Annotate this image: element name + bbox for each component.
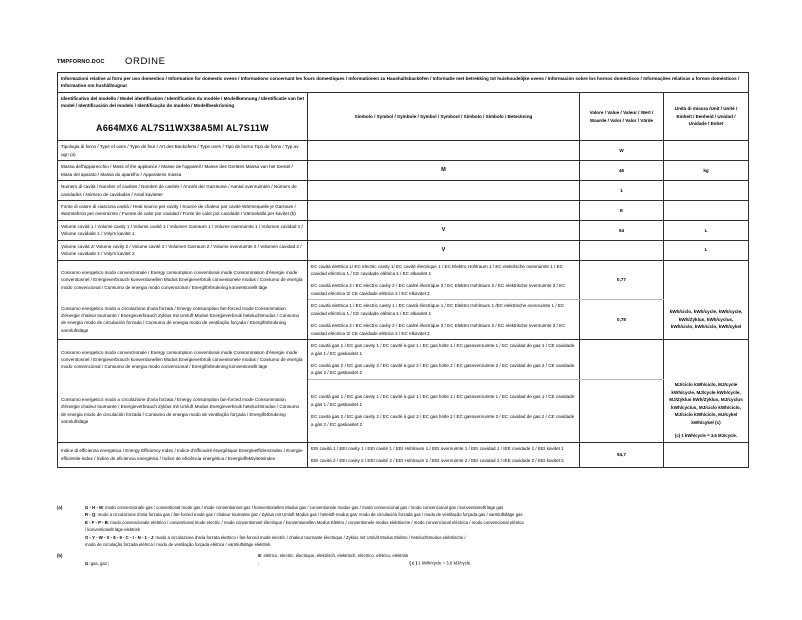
model-identification-value: A664MX6 AL7S11WX38A5MI AL7S11W: [96, 122, 269, 133]
row-value: E: [580, 200, 664, 220]
row-symbol-line: EC cavità gas 1 / EC gas cavity 1 / EC cavité à gaz 1 / EC gas holte 1 / EC gasovenruimte 1 / EC cavidad de gas 1 / CE cavidade a gás 1 / EC gaskavitet 1: [311, 343, 575, 356]
row-unit: L: [664, 220, 749, 240]
row-value: W: [580, 141, 664, 161]
footnote-c: [409, 561, 471, 566]
row-symbol-line: EC cavità elettrica 1 / EC electric cavity 1 / EC cavità électrique 1 / EC Elektro Hohlraum 1 /EC elektrische ovenruimte 1 / EC cavidad eléctrica 1 / CE cavidade elétrica 1 / EC elkavitet 1: [311, 303, 565, 316]
footnote-a-line-2: [85, 511, 757, 518]
footnote-c-text: 1 kWh/cycle = 3,6 MJ/cycle.: [418, 560, 472, 566]
footnote-b-electric-text: : elétrico, electric, électrique, elektrisch, elektrisch, eléctrico, elétrico, elektrisk ;: [258, 553, 409, 566]
footnote-a-line-3: [85, 519, 757, 526]
table-row: [58, 442, 749, 467]
table-row: [58, 340, 749, 380]
unit-column-header: Unità di misura /Unit / Unité / Einheit / Eenheid / Unidad / Unidade / Enhet: [664, 92, 749, 140]
row-symbol: [308, 442, 580, 467]
row-symbol-line: EEI cavità 2 / EEI cavity 2 / EEI cavité 2 / EEI Hohlraum 2 / EEI ovenruimte 2 / EEI cavidad 2 / IEE cavidade 2 / EEI kavitet 2: [311, 458, 564, 464]
model-identification-label: Identificativo del modello / Model identification / Identification du modèle / Modellkennung / Identificatie van het model / Identificación del modelo / Identificação do modelo / Modellbeskrivning: [61, 95, 304, 109]
table-row: [58, 379, 749, 442]
row-symbol: [308, 200, 580, 220]
value-column-header: Valore / Value / Valeur / Wert / Waarde / Valor / Valor / Värde: [580, 92, 664, 140]
row-symbol: [308, 181, 580, 201]
table-banner-text: Informazioni relative ai forni per uso domestico / Information for domestic ovens / Informations concernant les fours domestiques / Informationen zu Haushaltsbacköfen / Informatie met betrekking tot huishoudelijke ovens / Información sobre los hornos domésticos / Informações relativas a fornos domésticos / Information om hushållsugnar: [58, 73, 749, 93]
table-row: [58, 161, 749, 181]
row-value: 46: [580, 161, 664, 181]
document-file-code: TMPFORNO.DOC: [57, 59, 105, 65]
footnote-a-key: (a): [57, 505, 63, 510]
row-description: Consumo energetico modo convenzionale / Energy consumption conventional mode Consommation d'énergie mode conventionnel / Energieverbrauch konventionellen Modus Energieverbruik conventionele modus / Consumo de energía modo convencional / Consumo de energia modo convencional / Energiförbrukning konventionellt läge: [58, 260, 308, 300]
row-value: 0,78: [580, 300, 664, 340]
row-description: Massa dell'apparecchio / Mass of the appliance / Masse de l'appareil / Masse des Gerätes Massa van het toestel / Masa del aparato / Massa do aparelho / Apparatens massa: [58, 161, 308, 181]
footnote-a-line-3-cont: / konventionellt läge elektrisk: [85, 527, 140, 533]
row-symbol-line: EC cavità gas 2 / EC gas cavity 2 / EC cavité à gaz 2 / EC gas holte 2 / EC gasovenruimte 2 / EC cavidad de gas 2 / CE cavidade a gás 2 / EC gaskavitet 2: [311, 414, 575, 427]
row-symbol-line: EC cavità elettrica 2 / EC electric cavity 2 / EC cavité électrique 2 / EC Elektro Hohlraum 2 / EC elektrische ovenruimte 2 / EC cavidad eléctrica 2/ CE cavidade elétrica 2 / EC elkavitet 2: [311, 323, 566, 336]
footnote-b-electric: [258, 552, 408, 567]
footnote-b-key: (b): [57, 553, 63, 559]
footnotes-block: [57, 504, 757, 567]
row-value: [580, 379, 664, 442]
row-symbol: V: [308, 220, 580, 240]
row-unit: [664, 200, 749, 220]
table-row: [58, 240, 749, 260]
footnote-a-code-4: O - Y - W - X - 8 - 9 - C - I - N - 1 - J: [85, 534, 154, 540]
row-description: Consumo energetico modo convenzionale / Energy consumption conventional mode Consommation d'énergie mode conventionnel / Energieverbrauch konventionellen Modus Energieverbruik conventionele modus / Consumo de energía modo convencional / Consumo de energia modo convencional / Energiförbrukning konventionellt läge: [58, 340, 308, 380]
row-description: Consumo energetico modo a circolazione d'aria forzata / Energy consumption fan-forced mode Consommation d'énergie chaleur tournante / Energieverbrauch Zyklus mit Umluft Modus Energieverbruik heteluchtmodus / Consumo de energia modo de circulación forzada / Consumo de energia modo de ventilação forçada / Energiförbrukning varmluftsläge: [58, 379, 308, 442]
row-unit: [664, 379, 749, 442]
row-value: 94,7: [580, 442, 664, 467]
row-value: 1: [580, 181, 664, 201]
row-description: Numero di cavità / Number of cavities / Nombre de cavités / Anzahl der Garräume / Aantal ovenruimten / Número de cavidades / Número de cavidades / Antal kaviteter: [58, 181, 308, 201]
row-symbol: M: [308, 161, 580, 181]
footnote-b-electric-code: E: [258, 553, 262, 559]
row-symbol-line: EEI cavità 1 / EEI cavity 1 / EEI cavité 1 / EEI Hohlraum 1 / EEI ovenruimte 1 / EEI cavidad 1 / IEE cavidade 1 / EEI kavitet 1: [311, 445, 564, 451]
footnote-a-line-5: modo de circulação forzada elétrica / modo de ventilação forçada elétrica / varmluftsläge elektrisk: [85, 541, 271, 547]
row-unit: [664, 442, 749, 467]
footnote-a-code-2: R - Q: [85, 512, 96, 518]
footnote-a-text-4: : modo a circolazione d'aria forzata elettrico / fan-forced mode electric / chaleur tournante électrique / Zyklus mit Umluft Modus Elektro / heteluchtmodus elektrische /: [153, 534, 466, 540]
row-description: Tipologia di forno / Type of oven / Type de four / Art des Backofens / Type oven / Tipo de horno Tipo de forno / Typ av ugn (a): [58, 141, 308, 161]
footnote-b-gas: [85, 560, 257, 567]
table-row: [58, 220, 749, 240]
footnote-b-gas-text: : gas, gaz ;: [88, 560, 110, 566]
footnote-b: [57, 552, 757, 567]
footnote-b-gas-code: G: [85, 560, 89, 566]
model-identification-cell: [58, 92, 308, 140]
row-unit: L: [664, 240, 749, 260]
row-value: 0,77: [580, 260, 664, 300]
row-unit: kWh/ciclo, kWh/cycle, kWh/cycle, kWh/Zyklus, kWh/cyclus, kWh/ciclo, kWh/ciclo, kWh/cykel: [664, 300, 749, 340]
row-unit: [664, 260, 749, 300]
table-row: [58, 300, 749, 340]
footnote-c-key: ( c ): [409, 560, 418, 566]
table-row: [58, 181, 749, 201]
row-unit: [664, 340, 749, 380]
row-symbol: [308, 379, 580, 442]
row-symbol: [308, 340, 580, 380]
row-description: Volume cavità 1 / Volume cavity 1 / Volume cavité 1 / Volumen Garraum 1 / Volume ovenruimte 1 / Volumen cavidad 1 / Volume cavidade 1 / Volym kavitet 1: [58, 220, 308, 240]
row-unit-footnote: (c) 1 kWh/cycle = 3,6 MJ/cycle.: [674, 432, 738, 438]
row-value: [580, 240, 664, 260]
footnote-a-text-3: : modo convenzionale elettrico / conventional mode electric / mode conventionnel électrique / konventionellen Modus Elektro / conventionele modus elektrische / modo convencional eléctrica / modo convencional elétrica: [107, 519, 524, 525]
document-title: ORDINE: [125, 56, 166, 67]
table-row: [58, 200, 749, 220]
row-value: 64: [580, 220, 664, 240]
footnote-a-text-1: : modo convenzionale gas / conventional mode gas / mode conventionnel gaz / konventionellen Modus gas / conventionele modus gas / modo convencional gas / modo convencional gas / konventionellt läge gas: [102, 505, 504, 510]
row-symbol: V: [308, 240, 580, 260]
row-description: Volume cavità 2/ Volume cavity 2 / Volume cavité 2 / Volumen Garraum 2 / Volume ovenruimte 2 / Volumen cavidad 2 / Volume cavidade 2 / Volym kavitet 2: [58, 240, 308, 260]
footnote-a: [57, 504, 757, 548]
row-symbol-line: EC cavità gas 1 / EC gas cavity 1 / EC cavité à gaz 1 / EC gas holte 1 / EC gasovenruimte 1 / EC cavidad de gas 1 / CE cavidade a gás 1 / EC gaskavitet 1: [311, 394, 575, 407]
row-description: Fonte di calore di ciascuna cavità / Heat source per cavity / Source de chaleur par cavité Wärmequelle je Garraum / Warmtebron per ovenruimte / Fuente de calor por cavidad / Fonte de calor por cavidade / Värmekälla per kavitet (b): [58, 200, 308, 220]
oven-specification-table: [57, 72, 749, 468]
table-header-row: [58, 92, 749, 140]
symbol-column-header: Simbolo / Symbol / Symbole / Symbol / Symbool / Símbolo / Símbolo / Beteckning: [308, 92, 580, 140]
row-unit: [664, 141, 749, 161]
row-value: [580, 340, 664, 380]
row-description: Consumo energetico modo a circolazione d'aria forzata / Energy consumption fan-forced mode Consommation d'énergie chaleur tournante / Energieverbrauch Zyklus mit Umluft Modus Energieverbruik heteluchtmodus / Consumo de energía modo de circulación forzada / Consumo de energia modo de ventilação forçada / Energiförbrukning varmluftsläge: [58, 300, 308, 340]
table-banner-row: [58, 73, 749, 93]
row-symbol: [308, 141, 580, 161]
footnote-a-code-1: G - H - M: [85, 505, 103, 510]
row-unit: [664, 181, 749, 201]
footnote-a-line-4: [85, 534, 757, 541]
footnote-a-text-2: : modo a circolazione d'aria forzata gas / fan-forced mode gas / chaleur tournante gaz / Zyklus mit Umluft Modus gas / heteluft-modus gas' modo de circulación forzada gas / modo de ventilação forçada gas / varmluftsläge gas: [95, 512, 523, 518]
footnote-a-line-1: [85, 504, 757, 511]
row-symbol: [308, 260, 580, 300]
footnote-a-code-3: E - F - P - B: [85, 519, 108, 525]
row-description: Indice di efficienza energetica / Energy Efficiency Index / Indice d'efficacité énergétique Energieeffizienzindex / Energie-efficiëntie-index / Índice de eficiencia energética / Índice de eficiência energética / Energieffektivitetsindex: [58, 442, 308, 467]
row-unit: kg: [664, 161, 749, 181]
table-row: [58, 141, 749, 161]
row-symbol-line: EC cavità elettrica 2 / EC electric cavity 2 / EC cavité électrique 2 / EC Elektro Hohlraum 2 / EC elektrische ovenruimte 2 / EC cavidad eléctrica 2/ CE cavidade elétrica 2 / EC elkavitet 2: [311, 283, 566, 296]
row-symbol: [308, 300, 580, 340]
document-topbar: [57, 56, 747, 72]
table-row: [58, 260, 749, 300]
row-symbol-line: EC cavità elettrica 1/ EC electric cavity 1/ EC cavité électrique 1 / EC Elektro Hohlraum 1 / EC elektrische ovenruimte 1 / EC cavidad eléctrica 1 / CE cavidade elétrica 1 / EC elkavitet 1: [311, 263, 563, 277]
row-unit-lines: MJ/ciclo kWh/ciclo, MJ/cycle kWh/cycle, MJ/cycle kWh/cycle, MJ/Zyklus kWh/Zyklus, MJ/cyclus kWh/cyclus, MJ/ciclo kWh/ciclo, MJ/ciclo kWh/ciclo, MJ/cykel kWh/cykel (c): [669, 382, 743, 425]
row-symbol-line: EC cavità gas 2 / EC gas cavity 2 / EC cavité à gaz 2 / EC gas holte 2 / EC gasovenruimte 2 / EC cavidad de gas 2 / CE cavidade a gás 2 / EC gaskavitet 2: [311, 362, 575, 376]
